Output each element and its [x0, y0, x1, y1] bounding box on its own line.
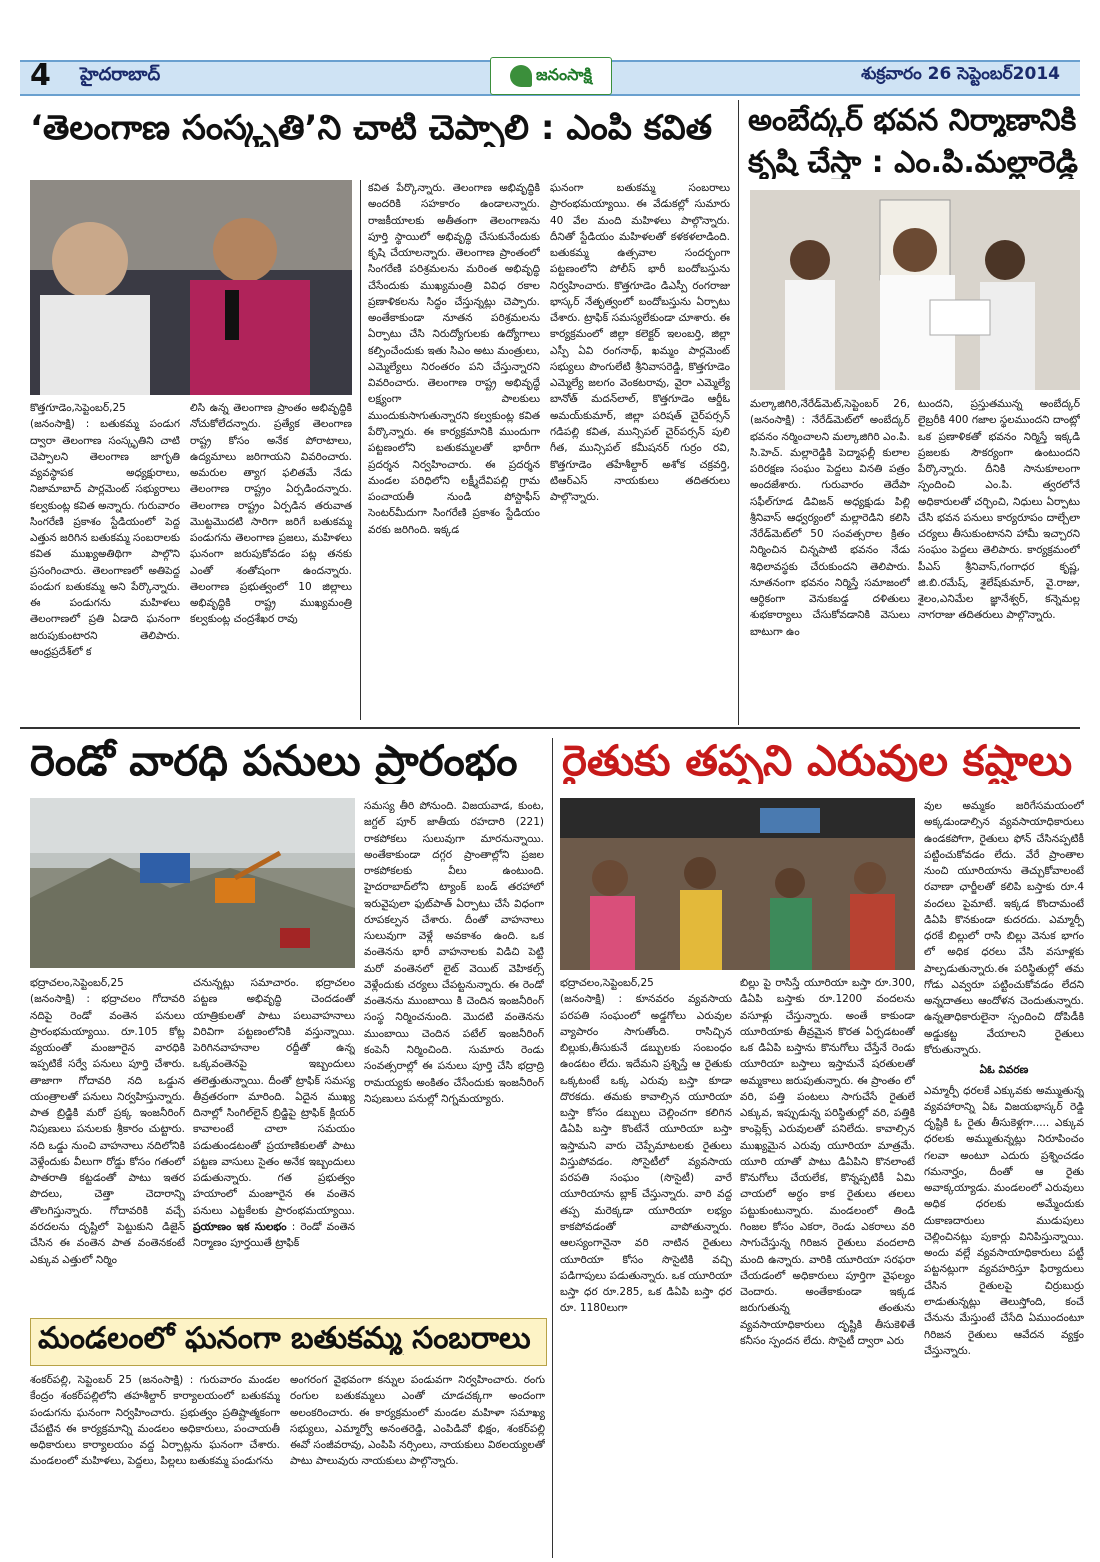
article3-text-col2: చనున్నట్లు సమాచారం. భద్రాచలం పట్టణ అభివృద్ధి చెందడంతో యాత్రికులతో పాటు పలువాహనాలు విరివిగా పట్టణంలోనికి వస్తున్నాయి. పెరిగినవాహనాల రద్దీతో ఉన్న ఒక్కవంతెనపై ఇబ్బందులు తలెత్తుతున్నాయి. దీంతో ట్రాఫిక్‌ సమస్య తీవ్రతరంగా మారింది. ఏదైన ముఖ్య దినాల్లో సింగిల్‌లైన్‌ బ్రిడ్జిపై ట్రాఫిక్‌ క్లియర్‌ కావాలంటే చాలా సమయం పడుతుండటంతో ప్రయాణికులతో పాటు పట్టణ వాసులు సైతం అనేక ఇబ్బందులు పడుతున్నారు. గత ప్రభుత్వం హయాంలో మంజూరైన ఈ వంతెన పనులు ఎట్టకేలకు ప్రారంభమయ్యాయి.: [193, 977, 355, 1217]
issue-date: శుక్రవారం 26 సెప్టెంబర్2014: [861, 64, 1060, 84]
kavitha-speech-photo: [30, 180, 352, 395]
article4-subhead: ఏఓ వివరణ: [979, 1064, 1029, 1077]
page-number: 4: [30, 58, 51, 93]
article3-col1: [30, 975, 185, 1305]
edition-city: హైదరాబాద్: [80, 64, 161, 85]
article1-text-col2b: లిసి ఉన్న తెలంగాణ ప్రాంతం అభివృద్ధికి నోచుకోలేదన్నారు. ప్రత్యేక తెలంగాణ రాష్ట్ర కోసం అనేక పోరాటాలు, ఉద్యమాలు జరిగాయని వివరించారు. అమరుల త్యాగ ఫలితమే నేడు తెలంగాణ రాష్ట్రం ఏర్పడిందన్నారు. తెలంగాణ రాష్ట్రం ఏర్పడిన తరువాత మొట్టమొదటి సారిగా జరిగే బతుకమ్మ పండుగను తెలంగాణ ప్రజలు, మహిళలు ఘనంగా జరుపుకోవడం పట్ల తనకు ఎంతో శంతోషంగా ఉందన్నారు. తెలంగాణ ప్రభుత్వంలో 10 జిల్లాలు అభివృద్ధికి రాష్ట్ర ముఖ్యమంత్రి కల్వకుంట్ల చంద్రశేఖర రావు: [190, 402, 352, 626]
article1-text-col4: ట్రాఫిక్‌ సమస్యలేకుండా చూశారు. ఈ కార్యక్రమంలో జిల్లా కలెక్టర్‌ ఇలంబర్తి, జిల్లా ఎస్పీ ఏవి రంగనాథ్‌, ఖమ్మం పార్లమెంట్‌ సభ్యులు పొంగులేటి శ్రీనివాసరెడ్డి, కొత్తగూడెం ఎమ్మెల్యే జలగం వెంకటరావు, వైరా ఎమ్మెల్యే బానోత్‌ మదన్‌లాల్‌, కొత్తగూడెం ఆర్డీఓ అమయ్‌కుమార్‌, జిల్లా పరిషత్‌ చైర్‌పర్సన్‌ గడిపల్లి కవిత, మున్సిపల్‌ చైర్‌పర్సన్‌ పులి గీత, మున్సిపల్‌ కమీషనర్‌ గుర్రం రవి, కొత్తగూడెం తహేశీల్దార్‌ అశోక చక్రవర్తి, టిఆర్‌ఎస్‌ నాయకులు తదితరులు పాల్గొన్నారు.: [550, 312, 730, 504]
column-rule: [738, 100, 739, 725]
article5-headline: మండలంలో ఘనంగా బతుకమ్మ సంబరాలు: [38, 1322, 531, 1355]
article4-text-col3: వుల అమ్మకం జరిగేసమయంలో అక్కడుండాల్సిన వ్యవసాయాధికారులు ఉండకపోగా, రైతులు ఫోన్‌ చేసినప్పటికీ పట్టించుకోవడం లేదు. వేరే ప్రాంతాల నుంచి యూరియాను తెచ్చుకోవాలంటే రవాణా ఛార్జీలతో కలిపి బస్తాకు రూ.4 వందలు పైమాటే. ఇక్కడ కొందామంటే డిఏపి కొనకుండా కుదరదు. ఎమ్మార్పీ ధరకే బిల్లులో రాసి బిల్లు వెనుక భాగం లో అధిక ధరలు వేసి వసూళ్లకు పాల్పడుతున్నారు.ఈ పరిస్థితుల్లో తమ గోడు ఎవ్వరూ పట్టించుకోవడం లేదని అన్నదాతలు ఆందోళన చెందుతున్నారు. ఉన్నతాధికారులైనా స్పందించి దోపిడీకి అడ్డుకట్ట వేయాలని రైతులు కోరుతున్నారు.: [924, 800, 1084, 1056]
article2-headline-line1: అంబేద్కర్‌ భవన నిర్మాణానికి: [748, 104, 1077, 137]
article1-text-col3b: ఇతు సిఎం అటు మంత్రులు, ఎమ్మెల్యేలు నిరంతరం పని చేస్తున్నారని వివరించారు. తెలంగాణ రాష్ట్ర అభివృద్ధే లక్ష్యంగా పాలకులు ముందుకుసాగుతున్నారని కల్వకుంట్ల కవిత పేర్కొన్నారు. ఈ కార్యక్రమానికి ముందుగా పట్టణంలోని బతుకమ్మలతో భారీగా ప్రదర్శన నిర్వహించారు. ఈ ప్రదర్శన మండల పరిధిలోని లక్ష్మీదేవిపల్లి గ్రామ పంచాయతీ నుండి పోస్టాఫీస్‌ సెంటర్‌మీదుగా సింగరేణి ప్రకాశం స్టేడియం వరకు జరిగింది. ఇక్కడ: [368, 344, 540, 536]
article3-text-col2-after: : రెండో వంతెన నిర్మాణం పూర్తయితే ట్రాఫిక్‌: [193, 1220, 355, 1250]
article4-dateline: భద్రాచలం,సెప్టెంబర్‌,25: [560, 977, 654, 989]
article1-text-col2a-part1: కవిత పేర్కొన్నారు. తెలంగాణ అభివృద్ధికి అందరికి సహకారం ఉండాలన్నారు. రాజకీయాలకు అతీతంగా తెలంగాణను పూర్తి స్థాయిలో అభివృద్ధి చేసుకునేందుకు కృషి చేయాలన్నారు. తెలంగాణ ప్రాంతంలో సింగరేణి పరిశ్రమలను మరింత అభివృద్ధి చేసేందుకు ముఖ్యమంత్రి వివిధ రకాల ప్రణాళికలను సిద్ధం చేస్తున్నట్లు చెప్పారు. అంతేకాకుండా నూతన పరిశ్రమలను ఏర్పాటు చేసి నిరుద్యోగులకు ఉద్యోగాలు కల్పించేందుకు: [368, 182, 540, 357]
article3-col2: [193, 975, 355, 1305]
article3-photo: [30, 798, 355, 968]
article4-text-col2: బిల్లు పై రాసిస్తే యూరియా బస్తా రూ.300, డిఏపి బస్తాకు రూ.1200 వందలను వసూళ్లు చేస్తున్నారు. అంతే కాకుండా యూరియాకు తీవ్రమైన కొరత ఏర్పడటంతో ఒక డిఏపి బస్తాను కొనుగోలు చేస్తేనే రెండు యూరియా బస్తాలు ఇస్తామనే షరతులతో అమ్మకాలు జరుపుతున్నారు. ఈ ప్రాంతం లో వరి, పత్తి పంటలు సాగుచేసే రైతులే ఎక్కువ, ఇప్పుడున్న పరిస్థితుల్లో వరి, పత్తికి కాంప్లెక్స్‌ ఎరువులతో పనిలేదు. కావాల్సిన ముఖ్యమైన ఎరువు యూరియా మాత్రమే. యూరి యాతో పాటు డిఏపిని కొనలాంటే కొనుగోలు చేయలేక, కొన్నప్పటికీ ఏమి చాయలో అర్ధం కాక రైతులు తలలు పట్టుకుంటున్నారు. మండలంలో తిండి గింజల కోసం ఎకరా, రెండు ఎకరాలు వరి సాగుచేస్తున్న గిరిజన రైతులు వందలాది మంది ఉన్నారు. వారికి యూరియా సరఫరా చేయడంలో అధికారులు పూర్తిగా వైఫల్యం చెందారు. అంతేకాకుండా ఇక్కడ జరుగుతున్న తంతును వ్యవసాయాధికారులు దృష్టికి తీసుకెళితే కనీసం స్పందన లేదు. సొసైటీ ద్వారా ఎరు: [740, 977, 915, 1347]
article2-text-col1: నేరేడ్‌మెట్‌లో అంబేద్కర్‌ భవనం నర్మించాలని మల్కాజిగిరి ఎం.పి. సి.హెచ్‌. మల్లారెడ్డికి పెద్మాఫల్లీ కులాల పరిరక్షణ సంఘం పెద్దలు వినతి పత్రం అందజేశారు. గురువారం తెదేపా సఫీల్‌గూడ డివిజన్‌ అధ్యక్షుడు పిల్లి శ్రీనివాస్‌ ఆధ్వర్యంలో మల్లారెడిని కలిసి నేరేడ్‌మెట్‌లో 50 సంవత్సరాల క్రితం నిర్మించిన చిన్నపాటి భవనం నేడు శిధిలావస్థకు చేరుకుందని తెలిపారు. నూతనంగా భవనం నిర్మిస్తే సమాజంలో ఆర్ధికంగా వెనుకబడ్డ దళితులు శుభకార్యాలు చేసుకోవడానికి వెసులు బాటుగా ఉం: [750, 414, 910, 638]
article3-text-col3: సమస్య తీరి పోనుంది. విజయవాడ, కుంట, జగ్దల్‌ పూర్‌ జాతీయ రహదారి (221) రాకపోకలు సులువుగా మారనున్నాయి. అంతేకాకుండా దగ్గర ప్రాంతాల్లోని ప్రజల రాకపోకలకు వీలు ఉంటుంది. హైదరాబాద్‌లోని ట్యాంక్‌ బండ్‌ తరహాలో ఇరువైపులా ఫుట్‌పాత్‌ ఏర్పాటు చేసే విధంగా రూపకల్పన చేశారు. దీంతో వాహనాలు సులువుగా వెళ్లే అవకాశం ఉంది. ఒక వంతెనను భారీ వాహనాలకు విడిచి పెట్టి మరో వంతెనలో లైట్‌ వెయిట్‌ వెహికల్స్‌ వెళ్లేందుకు చర్యలు చేపట్టనున్నారు. ఈ రెండో వంతెనను ముంబాయి కి చెందిన ఇంజనీరింగ్‌ సంస్థ నిర్మించనుంది. మొదటి వంతెనను ముంబాయి చెందిన పటేల్‌ ఇంజనీరింగ్‌ కంపెనీ నిర్మించింది. సుమారు రెండు సంవత్సరాల్లో ఈ పనులు పూర్తి చేసి భద్రాద్రి రామయ్యకు అంకితం చేసేందుకు ఇంజనీరింగ్‌ నిపుణులు పనుల్లో నిగ్నమయ్యారు.: [364, 800, 544, 1105]
bridge-construction-photo: [30, 798, 355, 968]
article1-photo: [30, 180, 352, 395]
article1-text-col3a: ఘనంగా బతుకమ్మ సంబరాలు ప్రారంభమయ్యాయి. ఈ వేడుకల్లో సుమారు 40 వేల మంది మహిళలు పాల్గొన్నారు. దీనితో స్టేడియం మహిళలతో కళకళలాడింది. బతుకమ్మ ఉత్సవాల సందర్భంగా పట్టణంలోని పోలీస్‌ భారీ బందోబస్తును నిర్వహించారు. కొత్తగూడెం డిఎస్పీ రంగరాజు భాస్కర్‌ నేతృత్వంలో బందోబస్తును ఏర్పాటు చేశారు.: [550, 182, 730, 325]
article1-col1: [30, 400, 180, 720]
article3-dateline: భద్రాచలం,సెప్టెంబర్‌,25: [30, 977, 124, 989]
article4-col3: [924, 798, 1084, 1555]
article1-text-col2a: [368, 180, 540, 720]
article5-text-col1: శంకర్‌పల్లి, సెప్టెంబర్‌ 25 (జనంసాక్షి) : గురువారం మండల కేంద్రం శంకర్‌పల్లిలోని తహశీల్దార్‌ కార్యాలయంలో బతుకమ్మ పండుగను ఘనంగా నిర్వహించారు. ప్రభుత్వం ప్రతిష్టాత్మకంగా చేపట్టిన ఈ కార్యక్రమాన్ని మండలం అధికారులు, పంచాయతీ అధికారులు కార్యాలయం వద్ద ఏర్పాట్లను ఘనంగా చేశారు. మండలంలో మహిళలు, పెద్దలు, పిల్లలు బతుకమ్మ పండుగను: [30, 1374, 280, 1468]
article1-headline: ‘తెలంగాణ సంస్కృతి’ని చాటి చెప్పాలి : ఎంపి కవిత: [30, 110, 713, 148]
article3-text-col1: (జనంసాక్షి) : భద్రాచలం గోదావరి నదిపై రెండో వంతెన పనులు ప్రారంభమయ్యాయి. రూ.105 కోట్ల వ్యయంతో మంజూరైన వారధికి ఇప్పటికే సర్వే పనులు పూర్తి చేశారు. తాజాగా గోదావరి నది ఒడ్డున యంత్రాలతో పనులు నిర్వహిస్తున్నారు. పాత బ్రిడ్జికి మరో ప్రక్క ఇంజనీరింగ్‌ నిపుణులు పనులకు శ్రీకారం చుట్టారు. నది ఒడ్డు నుంచి వాహనాలు నదిలోనికి వెళ్లేందుకు వీలుగా రోడ్డు కోసం గతంలో పాతరాతి కట్టడంతో పాటు ఇతర పొదలు, చెత్తా చెదారాన్ని తొలగిస్తున్నారు. గోదావరికి వచ్చే వరదలను దృష్టిలో పెట్టుకుని డిజైన్‌ చేసిన ఈ వంతెన పాత వంతెనకంటే ఎక్కువ ఎత్తులో నిర్మిం: [30, 993, 185, 1266]
farmers-queue-photo: [560, 798, 915, 970]
column-rule: [360, 180, 361, 720]
article4-text-col1: (జనంసాక్షి) : కూనవరం వ్యవసాయ పరపతి సంఘంలో అడ్డగోలు ఎరువుల వ్యాపారం సాగుతోంది. రాసిచ్చిన బిల్లుకు,తీసుకునే డబ్బులకు సంబంధం ఉండటం లేదు. ఇదేమని ప్రశ్నిస్తే ఆ రైతుకు ఒక్కటంటే ఒక్క ఎరువు బస్తా కూడా దొరకదు. తమకు కావాల్సిన యూరియా బస్తా కోసం డబ్బులు చెల్లించగా కలిగిన డిఏపి బస్తా కొంటేనే యూరియా బస్తా ఇస్తామని వారు చెప్పేమాటలకు రైతులు విస్తుపోవడం. సోసైటీలో వ్యవసాయ పరపతి సంఘం (సొసైటీ) వారే యూరియాను బ్లాక్‌ చేస్తున్నారు. వారి వద్ద తప్ప మరెక్కడా యూరియా లభ్యం కాకపోవడంతో వాపోతున్నారు. ఆలస్యంగానైనా వరి నాటిన రైతులు యూరియా కోసం సొసైటికి వచ్చి పడిగాపులు పడుతున్నారు. ఒక యూరియా బస్తా ధర రూ.285, ఒక డిఏపి బస్తా ధర రూ. 1180లుగా: [560, 993, 732, 1315]
column-rule: [552, 738, 553, 1558]
article2-headline-line2: కృషి చేస్తా : ఎం.పి.మల్లారెడ్డి: [748, 146, 1078, 179]
article2-dateline: మల్కాజిగిరి,నేరేడ్‌మెట్‌,సెప్టెంబర్‌ 26,(జనంసాక్షి) :: [750, 398, 910, 427]
article2-col1: [750, 396, 910, 722]
newspaper-logo: [490, 57, 612, 95]
article3-headline: రెండో వారధి పనులు ప్రారంభం: [30, 738, 518, 785]
article1-text-col3: [550, 180, 730, 720]
section-separator: [20, 727, 1080, 729]
article4-text-col3-after: ఎమ్మార్పీ ధరలకే ఎక్కువకు అమ్ముతున్న వ్యవహారాన్ని ఏఓ విజయభాస్కర్‌ రెడ్డి దృష్టికి ఓ రైతు తీసుకెళ్లగా..... ఎక్కువ ధరలకు అమ్ముతున్నట్లు నిరూపించం గలవా అంటూ ఎదురు ప్రశ్నించడం గమనార్హం, దీంతో ఆ రైతు అవాక్కయ్యాడు. మండలంలో ఎరువులు అధిక ధరలకు అమ్మేందుకు దుకాణదారులు ముడుపులు చెల్లించినట్లు పుకార్లు వినిపిస్తున్నాయి. అందు వల్లే వ్యవసాయాధికారులు పట్టీ పట్టనట్లుగా వ్యవహరిస్తూ ఫిర్యాదులు చేసిన రైతులపై చిర్రుబుర్రు లాడుతున్నట్లు తెలుస్తోంది, కంచే చేనును మేస్తుంటే చేసేది ఏముందంటూ గిరిజన రైతులు ఆవేదన వ్యక్తం చేస్తున్నారు.: [924, 1084, 1084, 1357]
article5-text-col2: అంగరంగ వైభవంగా కన్నుల పండువగా నిర్వహించారు. రంగు రంగుల బతుకమ్మలు ఎంతో చూడచక్కగా అందంగా అలంకరించారు. ఈ కార్యక్రమంలో మండల మహిళా సమాఖ్య సభ్యులు, ఎమ్మార్వో అనంతరెడ్డి, ఎంపిడివో భిక్షం, శంకర్‌పల్లి ఈవో సంజీవరావు, ఎంపిపి నర్సింలు, నాయకులు విఠలయ్యలతో పాటు పాలువురు నాయకులు పాల్గొన్నారు.: [290, 1374, 545, 1468]
article2-photo: [750, 190, 1080, 390]
memorandum-photo: [750, 190, 1080, 390]
article4-photo: [560, 798, 915, 970]
logo-text: జనంసాక్షి: [536, 64, 592, 84]
article3-subhead: ప్రయాణం ఇక సులభం: [193, 1220, 287, 1233]
article4-col1: [560, 975, 732, 1555]
article1-dateline: కొత్తగూడెం,సెప్టెంబర్,25: [30, 402, 126, 414]
leaf-icon: [510, 65, 532, 87]
article1-text-col1: (జనంసాక్షి) : బతుకమ్మ పండుగ ద్వారా తెలంగాణ సంస్కృతిని చాటి చెప్పాలని తెలంగాణ జాగృతి వ్యవస్థాపక అధ్యక్షురాలు, నిజామాబాద్‌ పార్లమెంట్‌ సభ్యురాలు కల్వకుంట్ల కవిత అన్నారు. గురువారం సింగరేణి ప్రకాశం స్టేడియంలో పెద్ద ఎత్తున జరిగిన బతుకమ్మ సంబరాలకు కవిత ముఖ్యఅతిథిగా పాల్గొని ప్రసంగించారు. తెలంగాణలో అతిపెద్ద పండుగ బతుకమ్మ అని పేర్కొన్నారు. ఈ పండుగను మహిళలు తెలంగాణలో ప్రతి ఏడాది ఘనంగా జరుపుకుంటారని తెలిపారు. ఆంధ్రప్రదేశ్‌లో క: [30, 418, 180, 658]
article2-text-col2: టుందని, ప్రస్తుతమున్న అంబేద్కర్‌ లైబ్రరీకి 400 గజాల స్థలముందని దాంట్లో ఒక ప్రణాళికతో భవనం నిర్మిస్తే ఇక్కడి ప్రజలకు సౌకర్యంగా ఉంటుందని పేర్కొన్నారు. దీనికి సానుకూలంగా స్పందించి ఎం.పి. త్వరలోనే అధికారులతో చర్చించి, నిధులు ఏర్పాటు చేసి భవన పనులు కార్యరూపం దాల్చేలా చర్యలు తీసుకుంటానని హామీ ఇచ్చారని సంఘం పెద్దలు తెలిపారు. కార్యక్రమంలో పీఎస్‌ శ్రీనివాస్‌,గంగాధర కృష్ణ, జి.బి.రమేష్‌, శైలేష్‌కుమార్‌, వై.రాజు, శైలం,ఎనిమేల జ్ఞానేశ్వర్‌, కన్నెమల్ల నాగరాజు తదితరులు పాల్గొన్నారు.: [918, 398, 1080, 622]
article4-headline: రైతుకు తప్పని ఎరువుల కష్టాలు: [562, 738, 1073, 785]
